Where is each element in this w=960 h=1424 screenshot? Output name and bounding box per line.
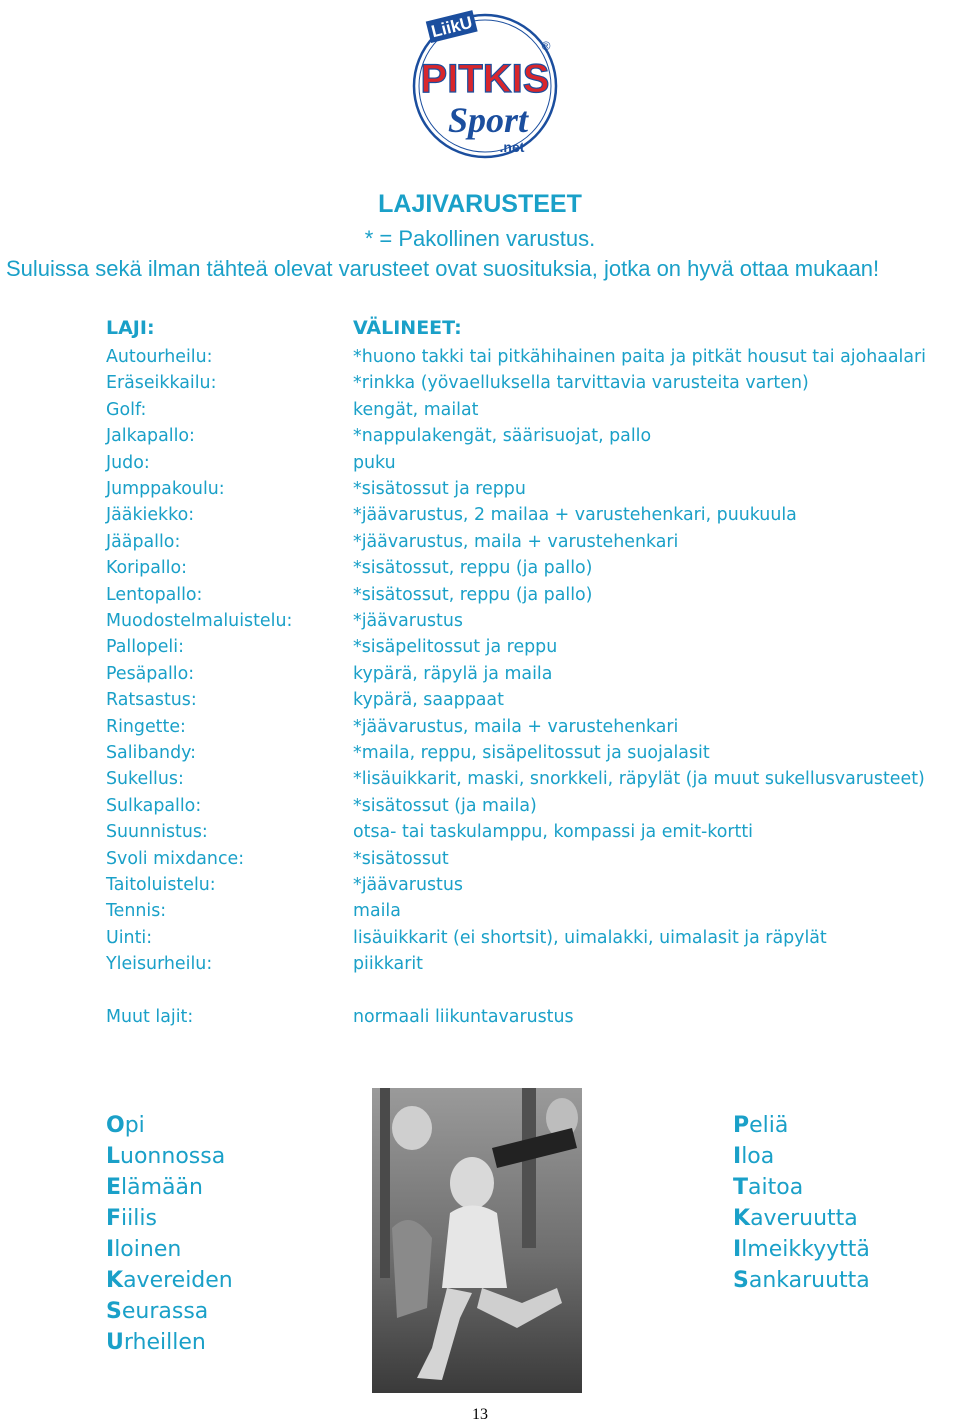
svg-text:®: ® [541,39,551,53]
acrostic-rest: lämään [121,1175,203,1200]
svg-text:.net: .net [499,139,525,155]
mandatory-note: * = Pakollinen varustus. [364,226,596,251]
sport-name: Yleisurheilu: [106,954,213,975]
acrostic-initial: K [106,1268,124,1293]
acrostic-initial: K [733,1206,751,1231]
acrostic-rest: aitoa [748,1175,804,1200]
sport-equipment: kypärä, saappaat [353,690,504,711]
acrostic-initial: T [733,1175,749,1200]
sport-equipment: kypärä, räpylä ja maila [353,663,553,684]
acrostic-word [106,1110,233,1141]
acrostic-rest: lmeikkyyttä [741,1237,870,1262]
sport-equipment: lisäuikkarit (ei shortsit), uimalakki, uimalasit ja räpylät [353,927,827,948]
acrostic-initial: I [106,1237,115,1262]
acrostic-word [733,1234,870,1265]
acrostic-word [733,1110,870,1141]
acrostic-initial: S [733,1268,749,1293]
sport-equipment: *sisätossut ja reppu [353,479,526,499]
sport-name: Svoli mixdance: [106,848,245,869]
sport-name: Taitoluistelu: [106,875,216,895]
sport-equipment: *sisätossut, reppu (ja pallo) [353,558,593,579]
svg-text:LiikU: LiikU [429,12,475,42]
acrostic-rest: rheillen [123,1330,206,1355]
acrostic-initial: S [106,1299,122,1324]
svg-text:Sport: Sport [447,100,529,140]
sport-name: Autourheilu: [106,347,213,367]
sport-name: Lentopallo: [106,584,203,605]
sport-name: Jumppakoulu: [106,479,225,499]
sport-equipment: *sisätossut [353,848,449,869]
sport-equipment: *sisätossut (ja maila) [353,795,537,816]
sport-name: Sukellus: [106,769,184,790]
acrostic-initial: L [106,1144,121,1169]
svg-text:PITKIS: PITKIS [420,57,550,101]
sport-name: Jääpallo: [106,531,181,552]
sport-equipment: puku [353,452,396,473]
sport-equipment: *lisäuikkarit, maski, snorkkeli, räpylät (ja muut sukellusvarusteet) [353,769,925,790]
acrostic-rest: iilis [121,1206,157,1231]
acrostic-rest: loa [741,1144,775,1169]
acrostic-oleifiksu [106,1110,233,1358]
acrostic-rest: avereiden [123,1268,233,1293]
sport-name: Suunnistus: [106,822,208,843]
acrostic-initial: U [106,1330,124,1355]
sport-equipment: *rinkka (yövaelluksella tarvittavia varusteita varten) [353,373,809,394]
acrostic-rest: loinen [114,1237,182,1262]
children-exercising-photo [372,1088,582,1393]
acrostic-initial: O [106,1113,125,1138]
other-sports-equipment: normaali liikuntavarustus [353,1007,574,1027]
sport-name: Ratsastus: [106,690,197,711]
sport-name: Koripallo: [106,558,188,579]
sport-equipment: kengät, mailat [353,399,479,420]
page-title: LAJIVARUSTEET [378,190,582,218]
sport-name: Salibandy: [106,743,197,763]
acrostic-rest: uonnossa [120,1144,226,1169]
sport-name: Muodostelmaluistelu: [106,611,293,631]
acrostic-word [733,1203,870,1234]
acrostic-initial: I [733,1237,742,1262]
acrostic-word [106,1265,233,1296]
page-number: 13 [472,1406,488,1423]
sport-equipment: *jäävarustus, maila + varustehenkari [353,716,679,737]
sport-name: Tennis: [106,901,167,922]
sport-name: Golf: [106,399,147,420]
acrostic-word [106,1234,233,1265]
sport-name: Judo: [106,452,150,473]
sport-name: Pesäpallo: [106,663,195,684]
acrostic-word [733,1141,870,1172]
sport-equipment: *sisätossut, reppu (ja pallo) [353,584,593,605]
sport-equipment: otsa- tai taskulamppu, kompassi ja emit-kortti [353,822,753,843]
sport-name: Eräseikkailu: [106,373,217,394]
sport-name: Jalkapallo: [106,426,195,447]
acrostic-rest: eliä [749,1113,789,1138]
sport-equipment: piikkarit [353,954,423,975]
sport-equipment: *jäävarustus, maila + varustehenkari [353,531,679,552]
acrostic-word [106,1203,233,1234]
acrostic-initial: I [733,1144,742,1169]
sport-equipment: *maila, reppu, sisäpelitossut ja suojalasit [353,743,710,763]
acrostic-word [106,1296,233,1327]
recommendation-note: Suluissa sekä ilman tähteä olevat varusteet ovat suosituksia, jotka on hyvä ottaa mukaan! [6,256,880,281]
sport-name: Sulkapallo: [106,795,202,816]
sport-equipment: *huono takki tai pitkähihainen paita ja pitkät housut tai ajohaalari [353,347,927,367]
acrostic-initial: E [106,1175,122,1200]
sport-name: Jääkiekko: [106,505,195,526]
sport-name: Ringette: [106,716,186,737]
sport-name: Pallopeli: [106,637,184,658]
acrostic-rest: averuutta [750,1206,858,1231]
acrostic-initial: F [106,1206,122,1231]
acrostic-rest: pi [124,1113,145,1138]
sport-name: Uinti: [106,927,153,948]
acrostic-word [106,1172,233,1203]
sport-column-header: LAJI: [106,317,155,339]
other-sports-label: Muut lajit: [106,1007,194,1027]
sport-equipment: maila [353,901,401,922]
sport-equipment: *sisäpelitossut ja reppu [353,637,558,658]
sport-equipment: *jäävarustus, 2 mailaa + varustehenkari, puukuula [353,505,797,526]
sport-equipment: *jäävarustus [353,611,463,631]
acrostic-word [106,1327,233,1358]
acrostic-rest: ankaruutta [748,1268,870,1293]
acrostic-initial: P [733,1113,750,1138]
pitkis-sport-logo [410,4,560,168]
acrostic-word [106,1141,233,1172]
acrostic-word [733,1265,870,1296]
sport-equipment: *nappulakengät, säärisuojat, pallo [353,426,652,447]
acrostic-rest: eurassa [121,1299,209,1324]
acrostic-pitkis [733,1110,870,1296]
sport-equipment: *jäävarustus [353,875,463,895]
equipment-column-header: VÄLINEET: [353,317,462,339]
acrostic-word [733,1172,870,1203]
